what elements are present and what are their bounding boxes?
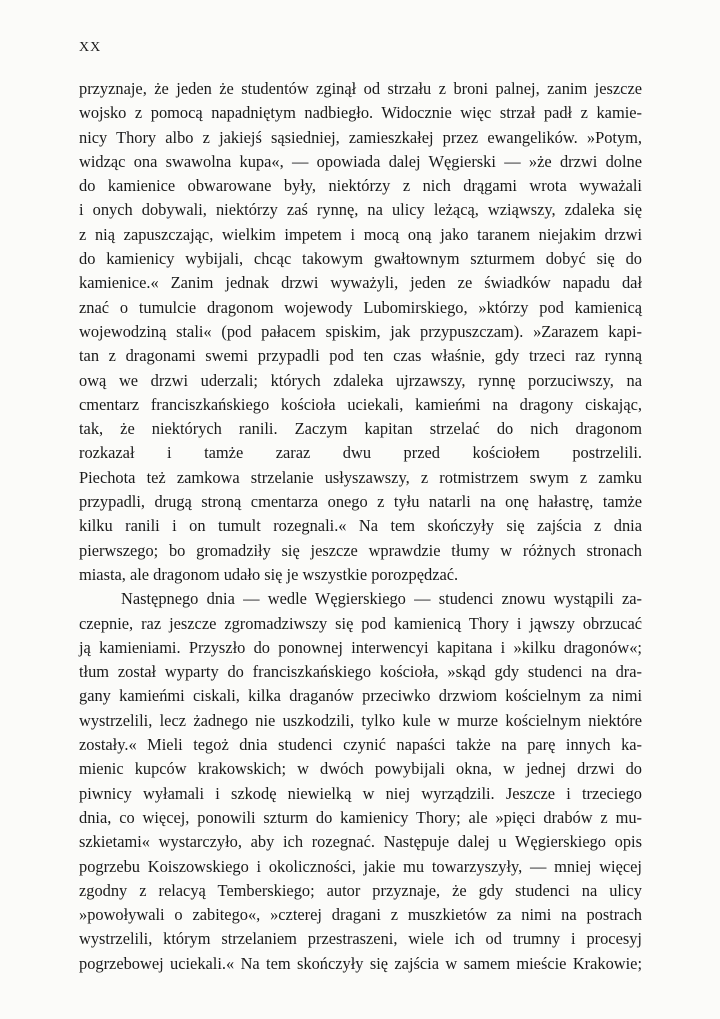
text-line: Piechota też zamkowa strzelanie usłyszawszy, z rotmistrzem swym z zamku [79, 467, 642, 487]
text-line: kilku ranili i on tumult rozegnali.« Na tem skończyły się zajścia z dnia [79, 516, 642, 536]
text-line: Następnego dnia — wedle Węgierskiego — studenci znowu wystąpili za- [121, 589, 642, 609]
body-text [79, 77, 642, 976]
text-line: pogrzebowej uciekali.« Na tem skończyły się zajścia w samem mieście Krakowie; [79, 953, 642, 973]
text-line: pierwszego; bo gromadziły się jeszcze wprawdzie tłumy w różnych stronach [79, 540, 642, 560]
text-line: przypadli, drugą stroną cmentarza onego z tyłu natarli na onę hałastrę, tamże [79, 492, 642, 512]
text-line: miasta, ale dragonom udało się je wszystkie porozpędzać. [79, 564, 459, 584]
text-line: szkietami« wystarczyło, aby ich rozegnać. Następuje dalej u Węgierskiego opis [79, 832, 642, 852]
text-line: »powoływali o zabitego«, »czterej dragani z muszkietów za nimi na postrach [79, 905, 642, 925]
text-line: nicy Thory albo z jakiejś sąsiedniej, zamieszkałej przez ewangelików. »Potym, [79, 127, 642, 147]
text-line: gany kamieńmi ciskali, kilka draganów przeciwko drzwiom kościelnym za nimi [79, 686, 642, 706]
text-line: tak, że niektórych ranili. Zaczym kapitan strzelać do nich dragonom [79, 419, 642, 439]
text-line: przyznaje, że jeden że studentów zginął od strzału z broni palnej, zanim jeszcze [79, 79, 642, 98]
text-line: ją kamieniami. Przyszło do ponownej interwencyi kapitana i »kilku dragonów«; [79, 637, 642, 657]
text-line: widząc ona swawolna kupa«, — opowiada dalej Węgierski — »że drzwi dolne [79, 151, 642, 171]
page-number: XX [79, 40, 102, 55]
text-line: i onych dobywali, niektórzy zaś rynnę, na ulicy leżącą, wziąwszy, zdaleka się [79, 200, 642, 220]
text-line: tłum został wyparty do franciszkańskiego kościoła, »skąd gdy studenci na dra- [79, 662, 642, 682]
text-line: cmentarz franciszkańskiego kościoła uciekali, kamieńmi na dragony ciskając, [79, 394, 642, 414]
text-line: z nią zapuszczając, wielkim impetem i mocą oną jako taranem niejakim drzwi [79, 224, 642, 244]
text-line: wystrzelili, którym strzelaniem przestraszeni, wiele ich od trumny i procesyj [79, 929, 642, 949]
text-line: czepnie, raz jeszcze zgromadziwszy się pod kamienicą Thory i jąwszy obrzucać [79, 613, 642, 633]
text-line: mienic kupców krakowskich; w dwóch powybijali okna, w jednej drzwi do [79, 759, 642, 779]
text-line: rozkazał i tamże zaraz dwu przed kościołem postrzelili. [79, 443, 642, 463]
text-line: do kamienicy wybijali, chcąc takowym gwałtownym szturmem dobyć się do [79, 249, 642, 269]
text-line: kamienice.« Zanim jednak drzwi wyważyli, jeden ze świadków napadu dał [79, 273, 642, 293]
text-line: znać o tumulcie dragonom wojewody Lubomirskiego, »którzy pod kamienicą [79, 297, 642, 317]
text-line: do kamienice obwarowane były, niektórzy z nich drągami wrota wyważali [79, 176, 642, 196]
text-line: wystrzelili, lecz żadnego nie uszkodzili, tylko kule w murze kościelnym niektóre [79, 710, 642, 730]
text-line: dnia, co więcej, ponowili szturm do kamienicy Thory; ale »pięci drabów z mu- [79, 807, 642, 827]
text-line: wojsko z pomocą napadniętym nadbiegło. Widocznie więc strzał padł z kamie- [79, 103, 642, 123]
text-line: zgodny z relacyą Temberskiego; autor przyznaje, że gdy studenci na ulicy [79, 880, 642, 900]
text-line: wojewodziną stali« (pod pałacem spiskim, jak przypuszczam). »Zarazem kapi- [79, 321, 642, 341]
text-line: pogrzebu Koiszowskiego i okoliczności, jakie mu towarzyszyły, — mniej więcej [79, 856, 642, 876]
text-line: tan z dragonami swemi przypadli pod ten czas właśnie, gdy trzeci raz rynną [79, 346, 642, 366]
text-line: piwnicy wyłamali i szkodę niewielką w niej wyrządzili. Jeszcze i trzeciego [79, 783, 642, 803]
text-line: ową we drzwi uderzali; których zdaleka ujrzawszy, rynnę porzuciwszy, na [79, 370, 642, 390]
text-line: zostały.« Mieli tegoż dnia studenci czynić napaści także na parę innych ka- [79, 735, 642, 755]
